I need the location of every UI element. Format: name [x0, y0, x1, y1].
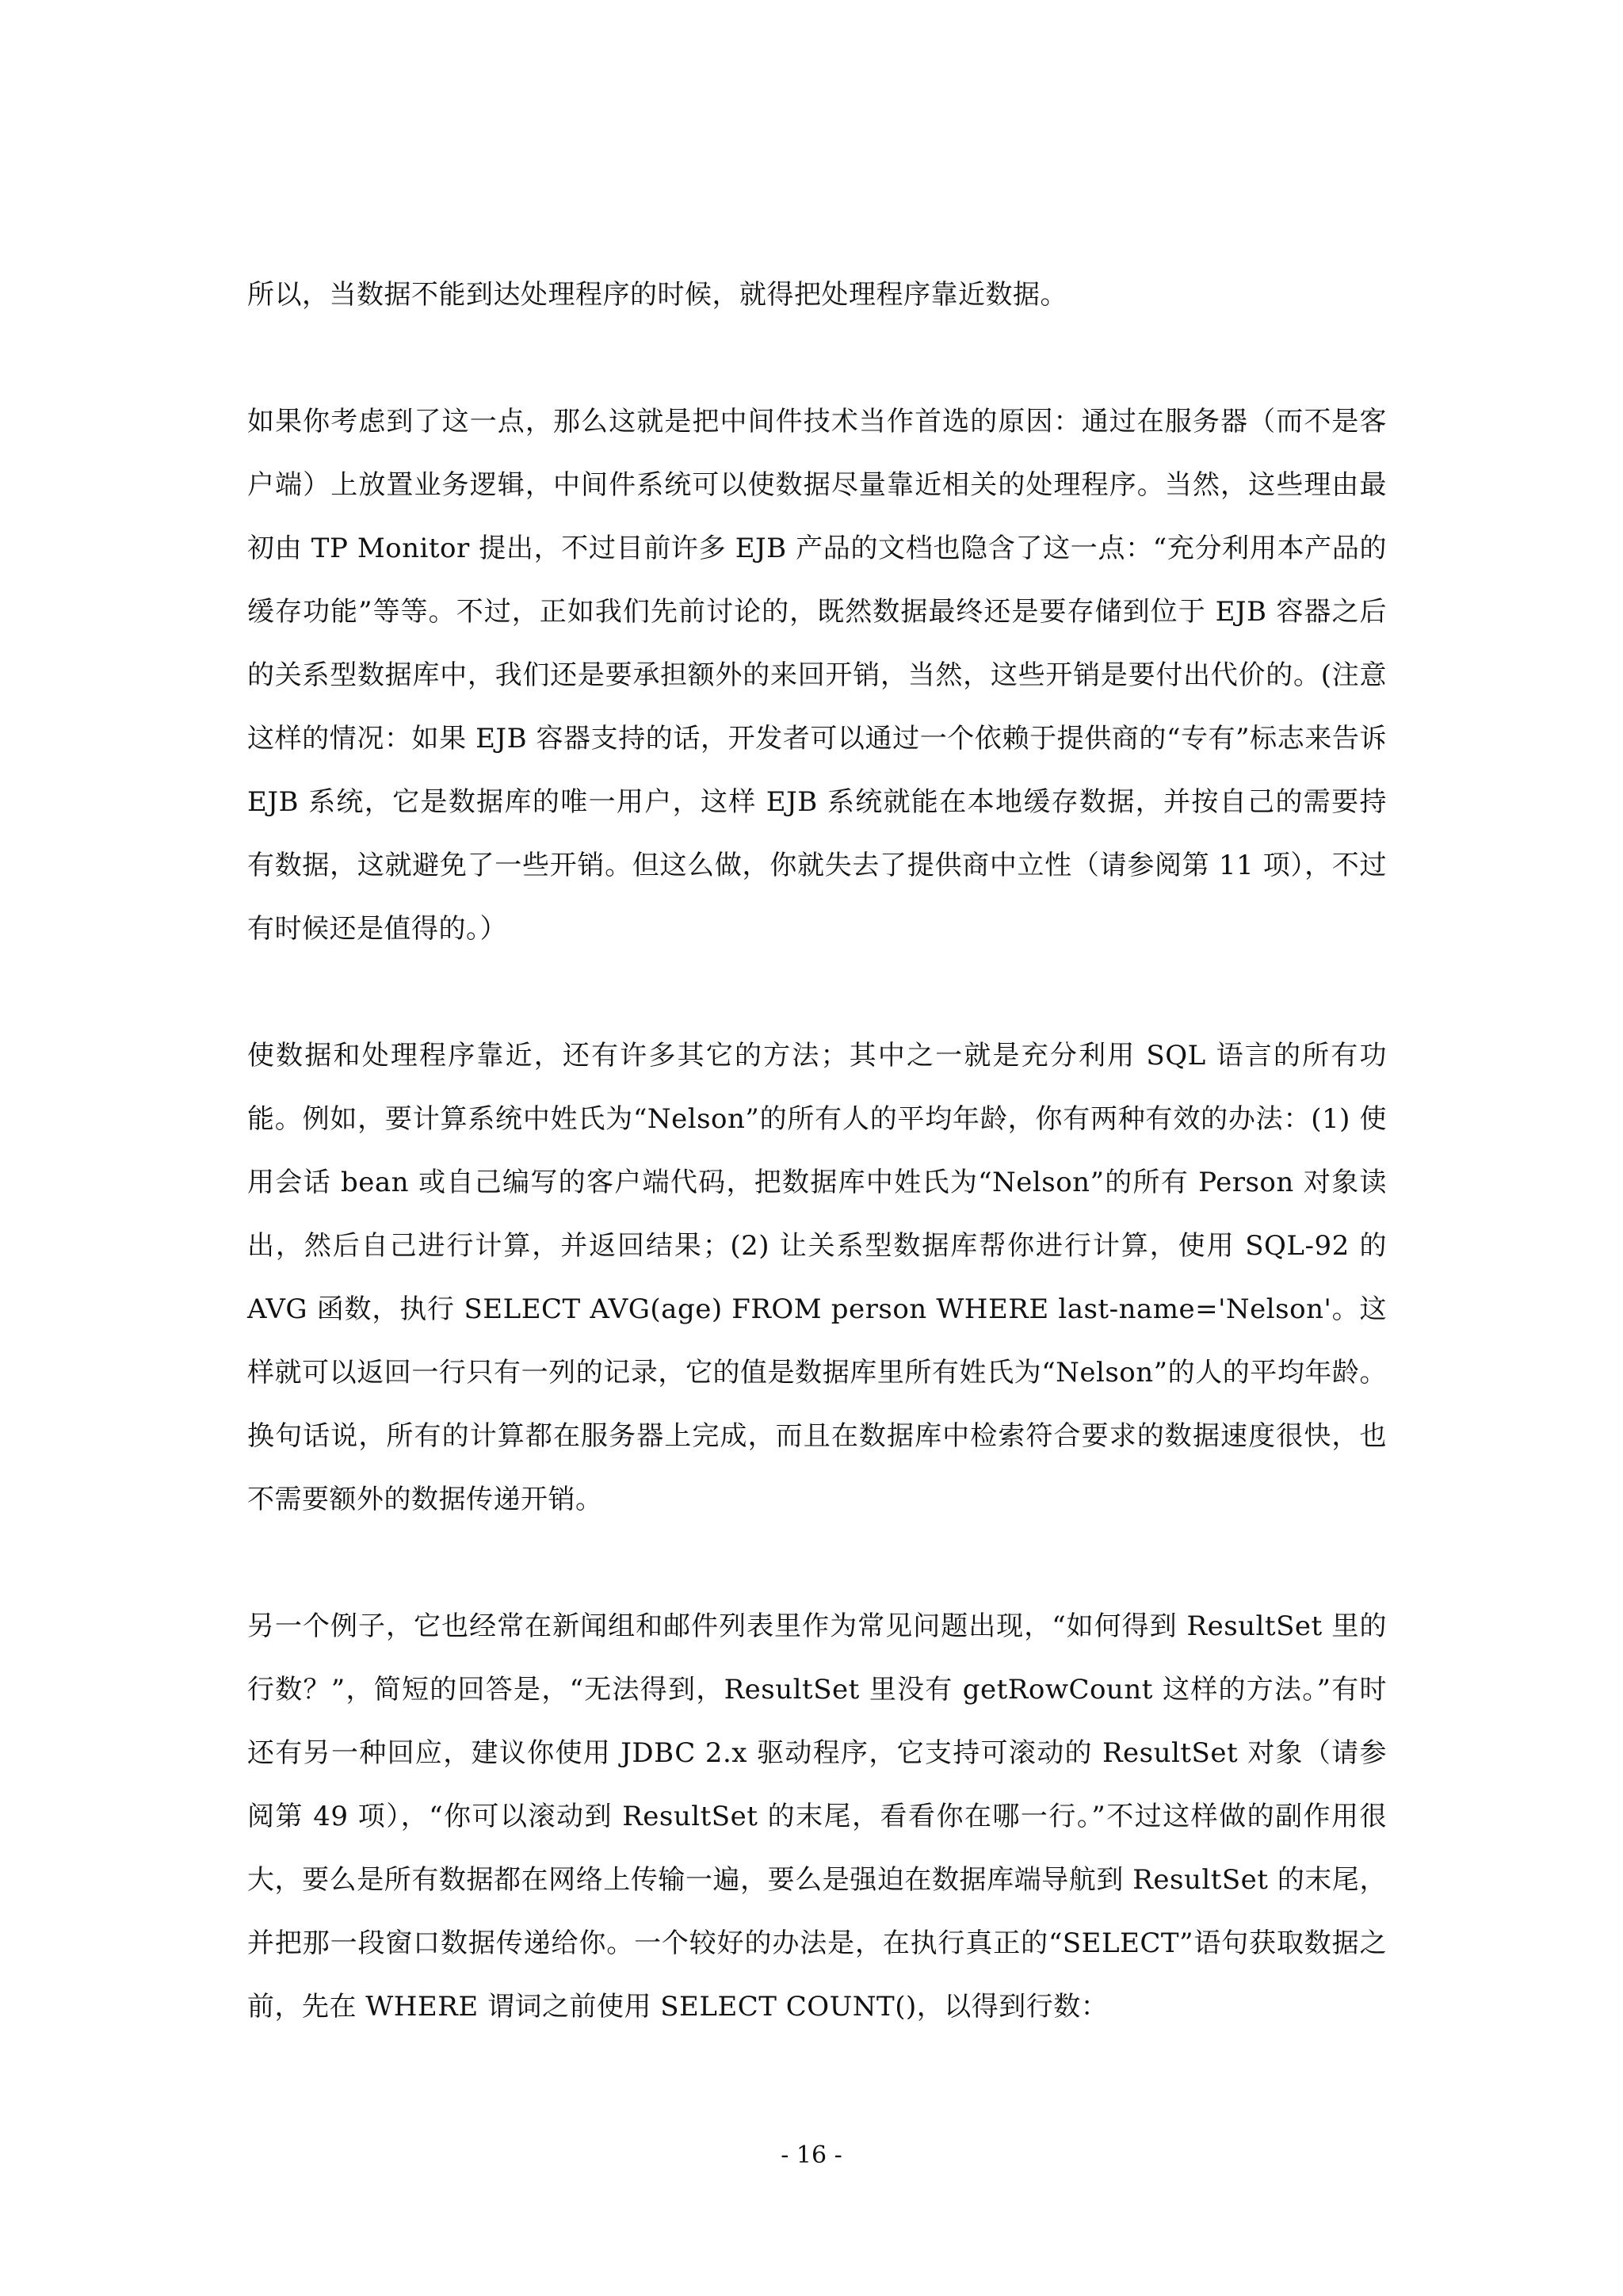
page-number: - 16 -	[781, 2141, 842, 2169]
paragraph-1: 所以，当数据不能到达处理程序的时候，就得把处理程序靠近数据。	[247, 279, 1067, 311]
body-text	[247, 263, 1387, 2038]
paragraph-4: 另一个例子，它也经常在新闻组和邮件列表里作为常见问题出现，“如何得到 ResultSet 里的行数？”，简短的回答是，“无法得到，ResultSet 里没有 getRowCount 这样的方法。”有时还有另一种回应，建议你使用 JDBC 2.x 驱动程序，它支持可滚动的 ResultSet 对象（请参阅第 49 项），“你可以滚动到 ResultSet 的末尾，看看你在哪一行。”不过这样做的副作用很大，要么是所有数据都在网络上传输一遍，要么是强迫在数据库端导航到 ResultSet 的末尾，并把那一段窗口数据传递给你。一个较好的办法是，在执行真正的“SELECT”语句获取数据之前，先在 WHERE 谓词之前使用 SELECT COUNT()，以得到行数：	[247, 1610, 1387, 2023]
paragraph-3: 使数据和处理程序靠近，还有许多其它的方法；其中之一就是充分利用 SQL 语言的所有功能。例如，要计算系统中姓氏为“Nelson”的所有人的平均年龄，你有两种有效的办法：(1) 使用会话 bean 或自己编写的客户端代码，把数据库中姓氏为“Nelson”的所有 Person 对象读出，然后自己进行计算，并返回结果；(2) 让关系型数据库帮你进行计算，使用 SQL-92 的 AVG 函数，执行 SELECT AVG(age) FROM person WHERE last-name='Nelson'。这样就可以返回一行只有一列的记录，它的值是数据库里所有姓氏为“Nelson”的人的平均年龄。换句话说，所有的计算都在服务器上完成，而且在数据库中检索符合要求的数据速度很快，也不需要额外的数据传递开销。	[247, 1040, 1387, 1515]
paragraph-2: 如果你考虑到了这一点，那么这就是把中间件技术当作首选的原因：通过在服务器（而不是客户端）上放置业务逻辑，中间件系统可以使数据尽量靠近相关的处理程序。当然，这些理由最初由 TP Monitor 提出，不过目前许多 EJB 产品的文档也隐含了这一点：“充分利用本产品的缓存功能”等等。不过，正如我们先前讨论的，既然数据最终还是要存储到位于 EJB 容器之后的关系型数据库中，我们还是要承担额外的来回开销，当然，这些开销是要付出代价的。(注意这样的情况：如果 EJB 容器支持的话，开发者可以通过一个依赖于提供商的“专有”标志来告诉 EJB 系统，它是数据库的唯一用户，这样 EJB 系统就能在本地缓存数据，并按自己的需要持有数据，这就避免了一些开销。但这么做，你就失去了提供商中立性（请参阅第 11 项），不过有时候还是值得的。）	[247, 406, 1387, 945]
